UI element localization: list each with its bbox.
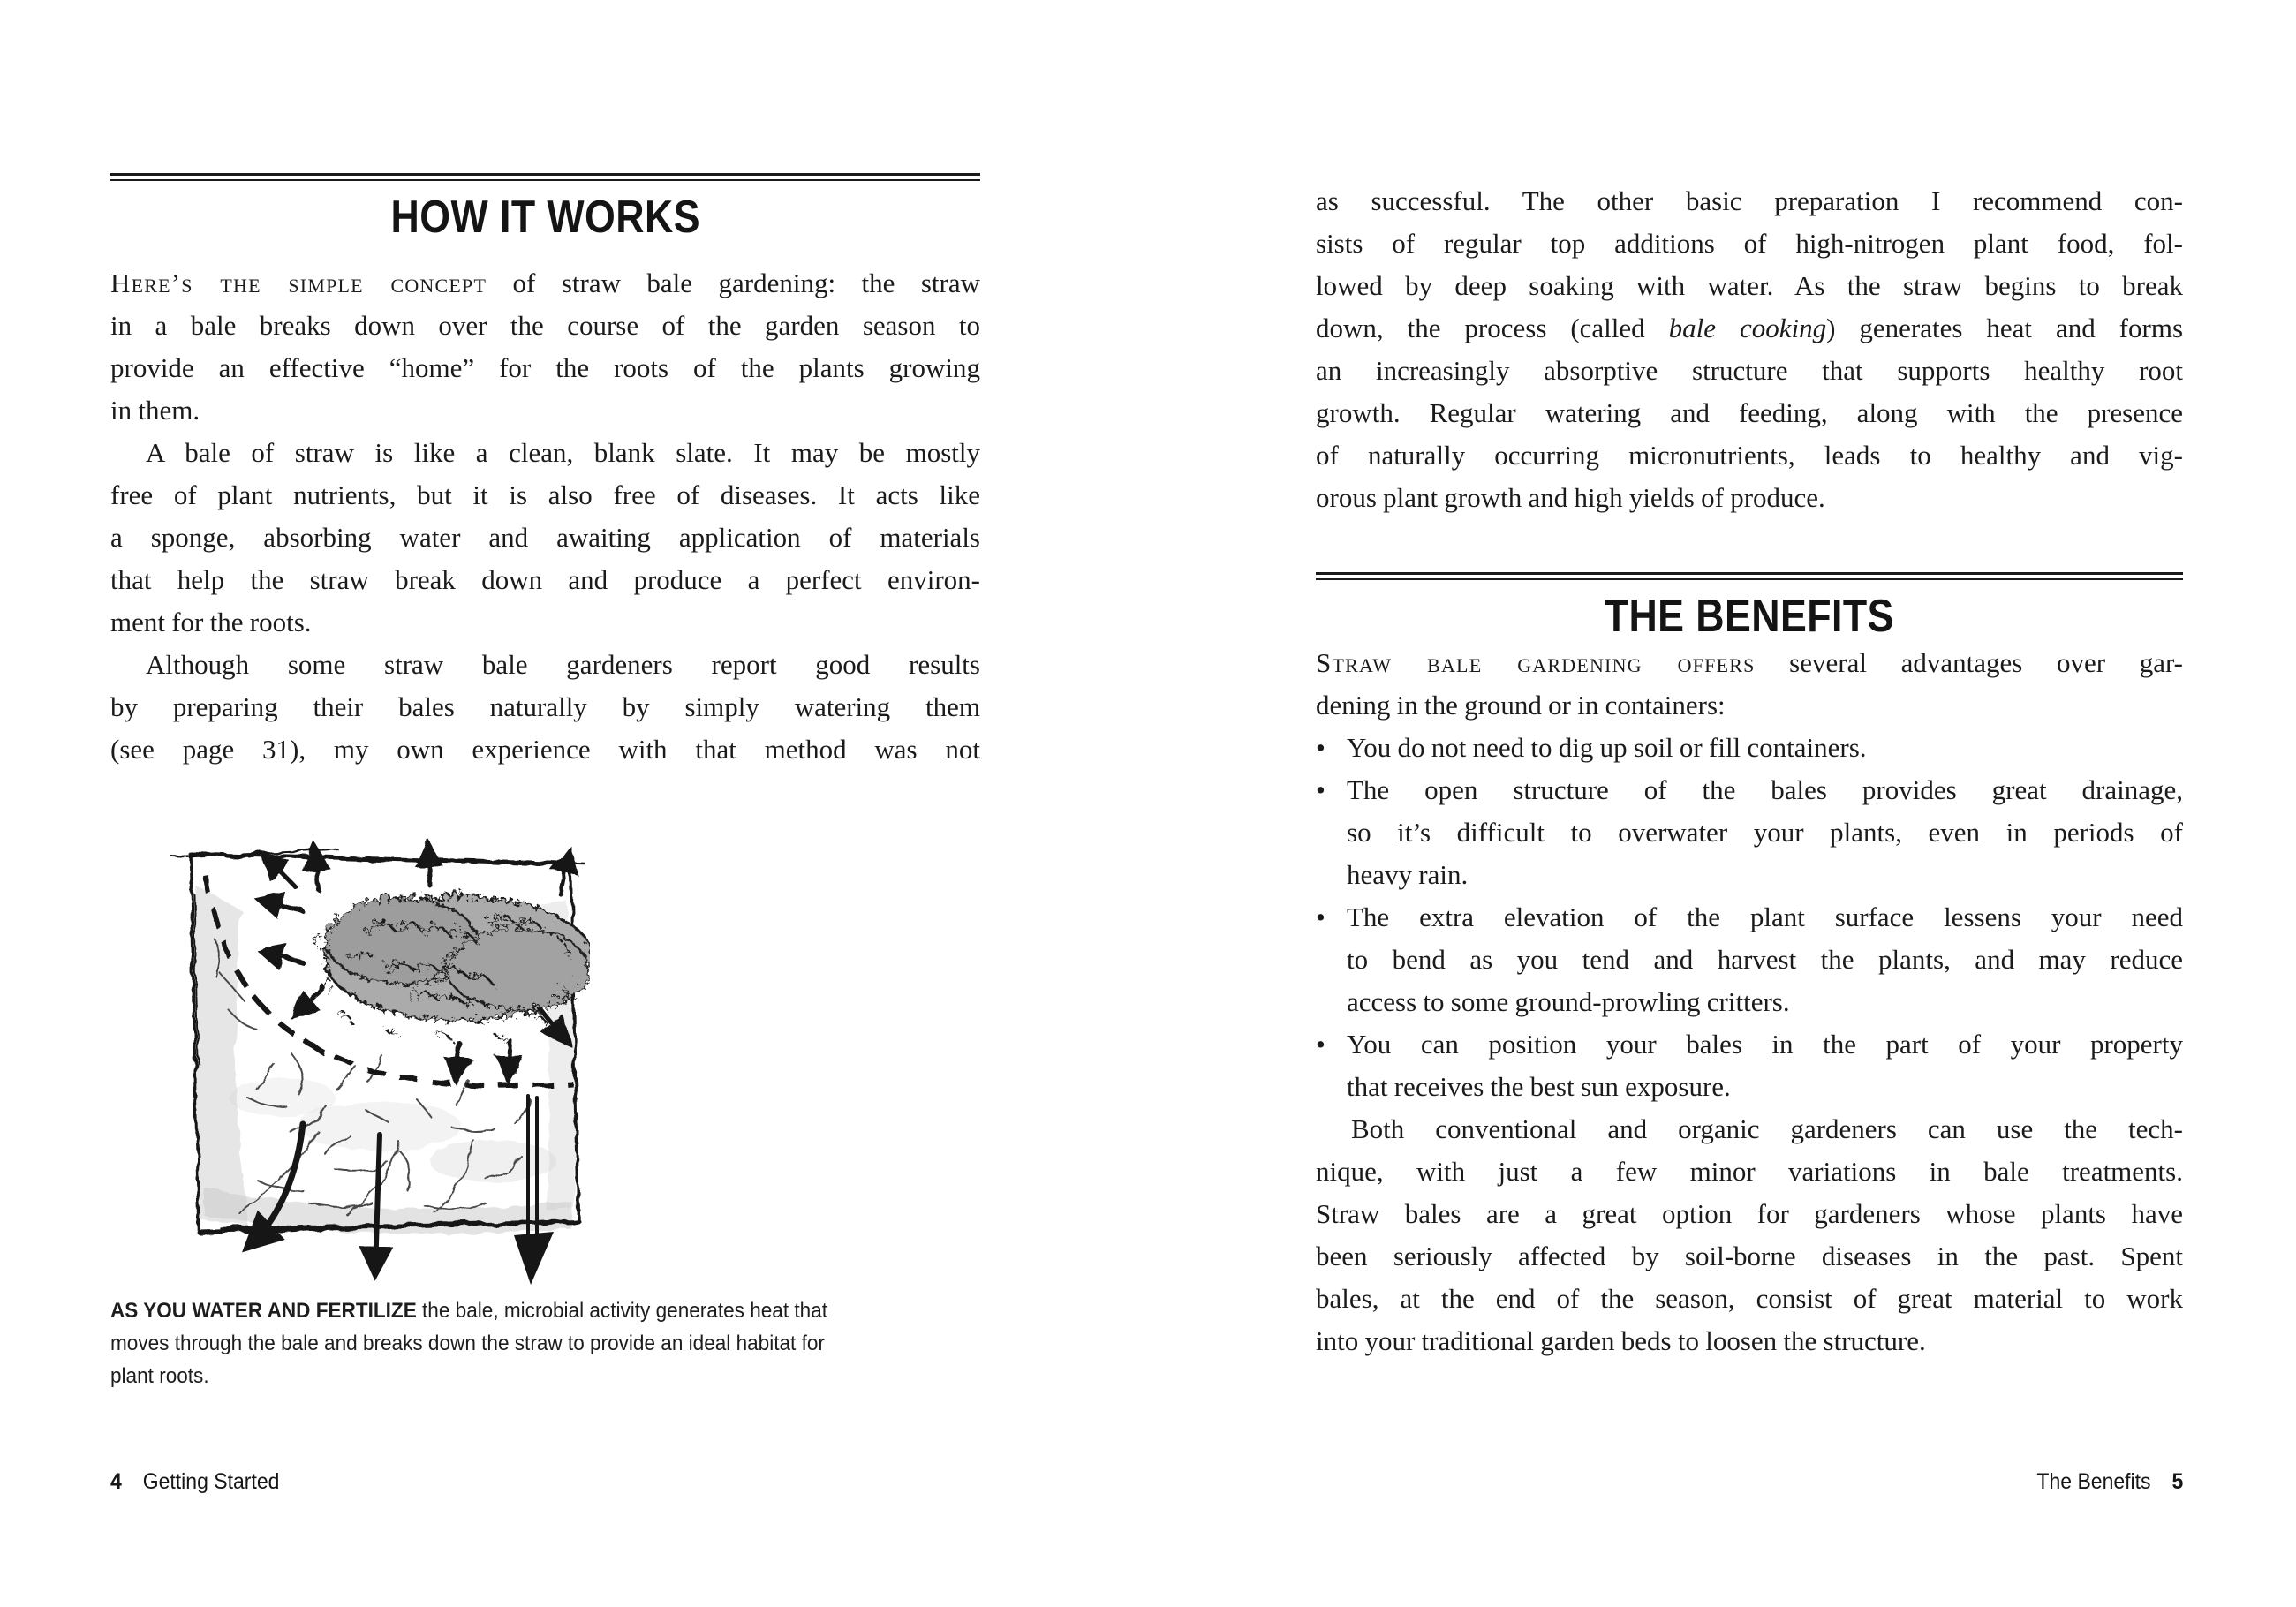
text-line: A bale of straw is like a clean, blank slate. It may be mostly [146,437,980,468]
text-line: The open structure of the bales provides great drainage, [1347,774,2183,805]
text-line: You can position your bales in the part of your property [1347,1029,2183,1060]
text-line: Both conventional and organic gardeners can use the tech- [1351,1113,2183,1144]
curl-marks [310,887,565,1036]
text-line: access to some ground-prowling critters. [1347,986,1790,1017]
section-divider-rule [1316,572,2183,580]
ink-wash [193,886,575,1234]
bale-outline [173,849,585,1232]
section-divider-rule [110,173,980,181]
body-text [110,262,980,771]
right-page-footer [2036,1468,2183,1495]
text-line: nique, with just a few minor variations in bale treatments. [1316,1156,2183,1187]
bullet-marker: • [1316,1029,1325,1060]
benefits-intro [1316,642,2183,727]
heading-text: HOW IT WORKS [390,192,700,243]
list-item [1316,727,2183,769]
text-line: heavy rain. [1347,859,1469,890]
text-segment: down, the process (called [1316,313,1669,343]
text-line: as successful. The other basic preparation I recommend con- [1316,185,2183,216]
text-line: of naturally occurring micronutrients, leads to healthy and vig- [1316,440,2183,471]
text-segment: ) generates heat and forms [1826,313,2184,343]
text-line: bales, at the end of the season, consist of great material to work [1316,1283,2183,1314]
text-line: You do not need to dig up soil or fill containers. [1347,732,1867,763]
text-line: so it’s difficult to overwater your plants, even in periods of [1347,817,2183,848]
text-line: The extra elevation of the plant surface lessens your need [1347,902,2183,932]
closing-paragraph [1316,1108,2183,1362]
section-heading-the-benefits [1316,591,2183,642]
text-line: in them. [110,395,200,426]
page-number: 4 [110,1469,122,1494]
text-line: an increasingly absorptive structure that supports healthy root [1316,355,2183,386]
text-segment: of straw bale gardening: the straw [487,268,980,298]
text-segment: several advantages over gar- [1755,647,2183,678]
text-line: to bend as you tend and harvest the plants, and may reduce [1347,944,2183,975]
list-item [1316,896,2183,1023]
text-line: dening in the ground or in containers: [1316,690,1726,721]
text-line: a sponge, absorbing water and awaiting application of materials [110,522,980,553]
text-line: in a bale breaks down over the course of the garden season to [110,310,980,341]
text-line: lowed by deep soaking with water. As the straw begins to break [1316,270,2183,301]
text-line: Although some straw bale gardeners report good results [146,649,980,680]
text-line [1316,642,2183,684]
heading-text: THE BENEFITS [1604,591,1895,642]
text-line [1316,307,2183,350]
caption-line: plant roots. [110,1364,209,1388]
bottom-arrows [251,1096,554,1285]
page-number: 5 [2171,1469,2183,1494]
body-text [1316,180,2183,519]
text-line: (see page 31), my own experience with that method was not [110,734,980,765]
smallcaps-lead: Straw bale gardening offers [1316,647,1756,678]
text-line: provide an effective “home” for the roots of the plants growing [110,352,980,383]
text-line: free of plant nutrients, but it is also free of diseases. It acts like [110,479,980,510]
text-line: growth. Regular watering and feeding, along with the presence [1316,397,2183,428]
section-heading-how-it-works [110,192,980,243]
text-line: orous plant growth and high yields of produce. [1316,482,1825,513]
straw-bale-illustration [115,833,590,1308]
text-line [110,262,980,305]
caption-lead: AS YOU WATER AND FERTILIZE [110,1299,417,1323]
left-text-column [110,173,980,771]
bullet-marker: • [1316,774,1325,805]
bullet-marker: • [1316,732,1325,763]
caption-segment: the bale, microbial activity generates heat that [416,1299,828,1323]
left-page-footer [110,1468,279,1495]
text-line: by preparing their bales naturally by simply watering them [110,691,980,722]
smallcaps-lead: Here’s the simple concept [110,268,487,298]
text-line: into your traditional garden beds to loosen the structure. [1316,1325,1926,1356]
text-line: sists of regular top additions of high-nitrogen plant food, fol- [1316,228,2183,259]
bullet-marker: • [1316,902,1325,932]
caption-line: moves through the bale and breaks down the straw to provide an ideal habitat for [110,1332,825,1355]
list-item [1316,1023,2183,1108]
list-item [1316,769,2183,896]
text-line: ment for the roots. [110,607,312,638]
caption-line [110,1294,928,1327]
dashed-flow-line [206,875,572,1086]
running-footer-label: Getting Started [142,1469,280,1494]
text-line: Straw bales are a great option for gardeners whose plants have [1316,1198,2183,1229]
microbial-cloud [321,893,589,1016]
benefits-list [1316,727,2183,1108]
right-text-column [1316,180,2183,1362]
text-line: been seriously affected by soil-borne diseases in the past. Spent [1316,1241,2183,1271]
figure-caption [110,1294,980,1392]
running-footer-label: The Benefits [2036,1469,2151,1494]
straw-hatching [214,939,540,1214]
heat-arrows [261,847,569,1078]
text-line: that help the straw break down and produce a perfect environ- [110,564,980,595]
text-line: that receives the best sun exposure. [1347,1071,1731,1102]
italic-term: bale cooking [1668,313,1827,343]
